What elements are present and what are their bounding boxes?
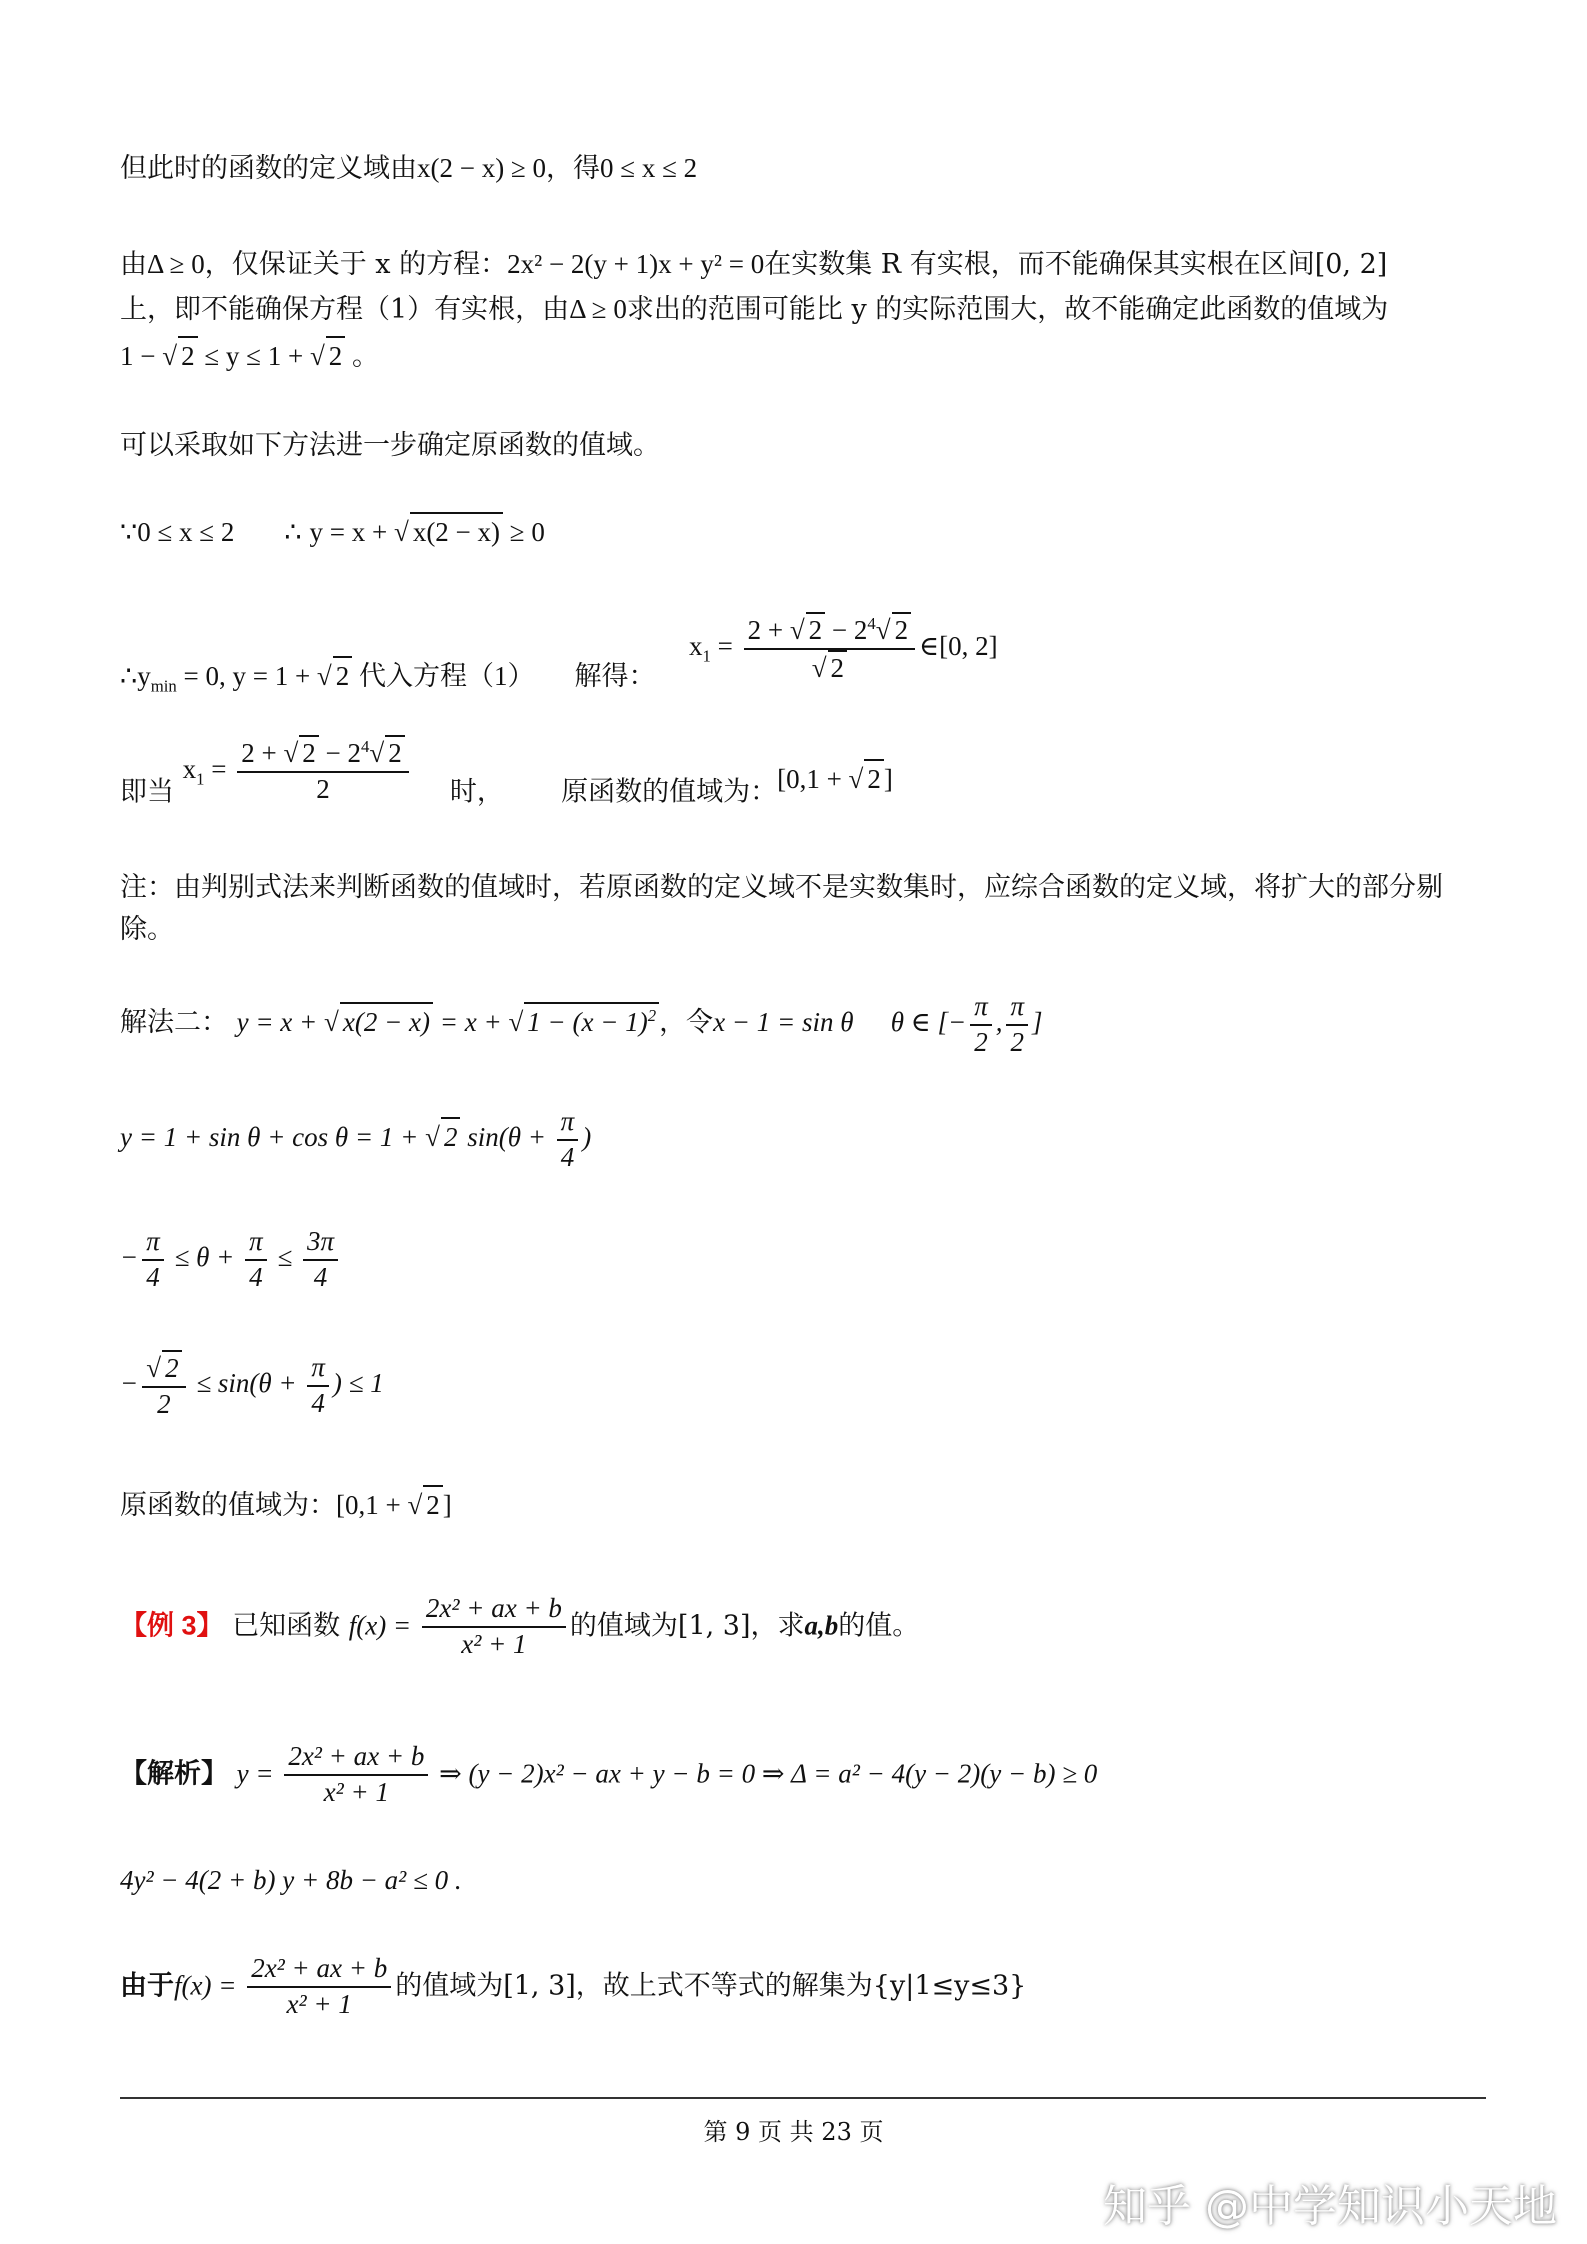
text-line-method2: 解法二： y = x + √ x(2 − x) = x + √ $1 - (x - 1)^2$ ，令x − 1 = sin θ θ ∈ [− $\frac{\pi}{2}$ , $\frac{\pi}{2}$ ] bbox=[120, 990, 1043, 1060]
footer-divider bbox=[120, 2097, 1486, 2099]
example-3: 【例 3】 已知函数 f(x) = $\frac{\text{2x² + ax + b}}{\text{x² + 1}}$ 的值域为[1, 3]，求a,b的值。 bbox=[120, 1593, 920, 1659]
solution-tag: 【解析】 bbox=[120, 1758, 228, 1790]
text-line-discriminant: 由Δ ≥ 0，仅保证关于 x 的方程：2x² − 2(y + 1)x + y² = 0在实数集 R 有实根，而不能确保其实根在区间[0, 2] bbox=[120, 249, 1388, 280]
solution-line: 【解析】 y = $\frac{\text{2x² + ax + b}}{\text{x² + 1}}$ ⇒ (y − 2)x² − ax + y − b = 0 ⇒ Δ = a² − 4(y − 2)(y − b) ≥ 0 bbox=[120, 1741, 1098, 1807]
text-line-note-cont: 除。 bbox=[120, 914, 174, 945]
text-line-when-x1: 即当 $x_1$ = $\frac{2 + √ 2 - 2^4√ 2}{2}$ 时， 原函数的值域为：[0,1 + √ 2 ] bbox=[120, 735, 893, 811]
text-line-sin-cos: y = 1 + sin θ + cos θ = 1 + √ 2 sin(θ + $\frac{\pi}{4}$ ) bbox=[120, 1105, 591, 1175]
text-line-because: 由于f(x) = $\frac{\text{2x² + ax + b}}{\text{x² + 1}}$ 的值域为[1, 3]，故上式不等式的解集为{y|1≤y≤3} bbox=[120, 1953, 1027, 2019]
x1-fraction-2: $\frac{2 + √ 2 - 2^4√ 2}{2}$ bbox=[237, 735, 409, 807]
x1-fraction: 2 + √ $2 - 2^4√$ 2 √ 2 bbox=[744, 612, 916, 686]
text-line-note: 注：由判别式法来判断函数的值域时，若原函数的定义域不是实数集时，应综合函数的定义域，将扩大的部分剔 bbox=[120, 872, 1443, 903]
text-line-range-result: 原函数的值域为：[0,1 + √ 2 ] bbox=[120, 1485, 452, 1524]
text-line-ymin: $\therefore y_{min} = 0$, y = 1 + √ 2 代入方程（1） 解得： $x_1$ = 2 + √ $2 - 2^4√$ 2 √ 2 ∈[0, 2] bbox=[120, 600, 998, 698]
text-line-discriminant-cont: 上，即不能确保方程（1）有实根，由Δ ≥ 0求出的范围可能比 y 的实际范围大，故不能确定此函数的值域为 bbox=[120, 294, 1389, 325]
watermark: 知乎 @中学知识小天地 bbox=[1103, 2181, 1557, 2232]
text-line-since: ∵0 ≤ x ≤ 2 ∴ y = x + √ x(2 − x) ≥ 0 bbox=[120, 512, 545, 550]
text-line-method: 可以采取如下方法进一步确定原函数的值域。 bbox=[120, 430, 660, 461]
text-line-range-interval: 1 − √ 2 ≤ y ≤ 1 + √ 2 。 bbox=[120, 336, 379, 374]
text-line-sin-range: − √ $\frac{2}{2}$ ≤ sin(θ + $\frac{\pi}{4}$ ) ≤ 1 bbox=[120, 1350, 384, 1422]
text-line-domain: 但此时的函数的定义域由x(2 − x) ≥ 0，得0 ≤ x ≤ 2 bbox=[120, 153, 698, 184]
page-number: 第 9 页 共 23 页 bbox=[703, 2118, 884, 2146]
example-tag: 【例 3】 bbox=[120, 1610, 224, 1641]
text-line-theta-range: − $\frac{\pi}{4}$ ≤ θ + $\frac{\pi}{4}$ ≤ $\frac{3\pi}{4}$ bbox=[120, 1225, 342, 1295]
text-line-inequality: 4y² − 4(2 + b) y + 8b − a² ≤ 0 . bbox=[120, 1865, 462, 1895]
